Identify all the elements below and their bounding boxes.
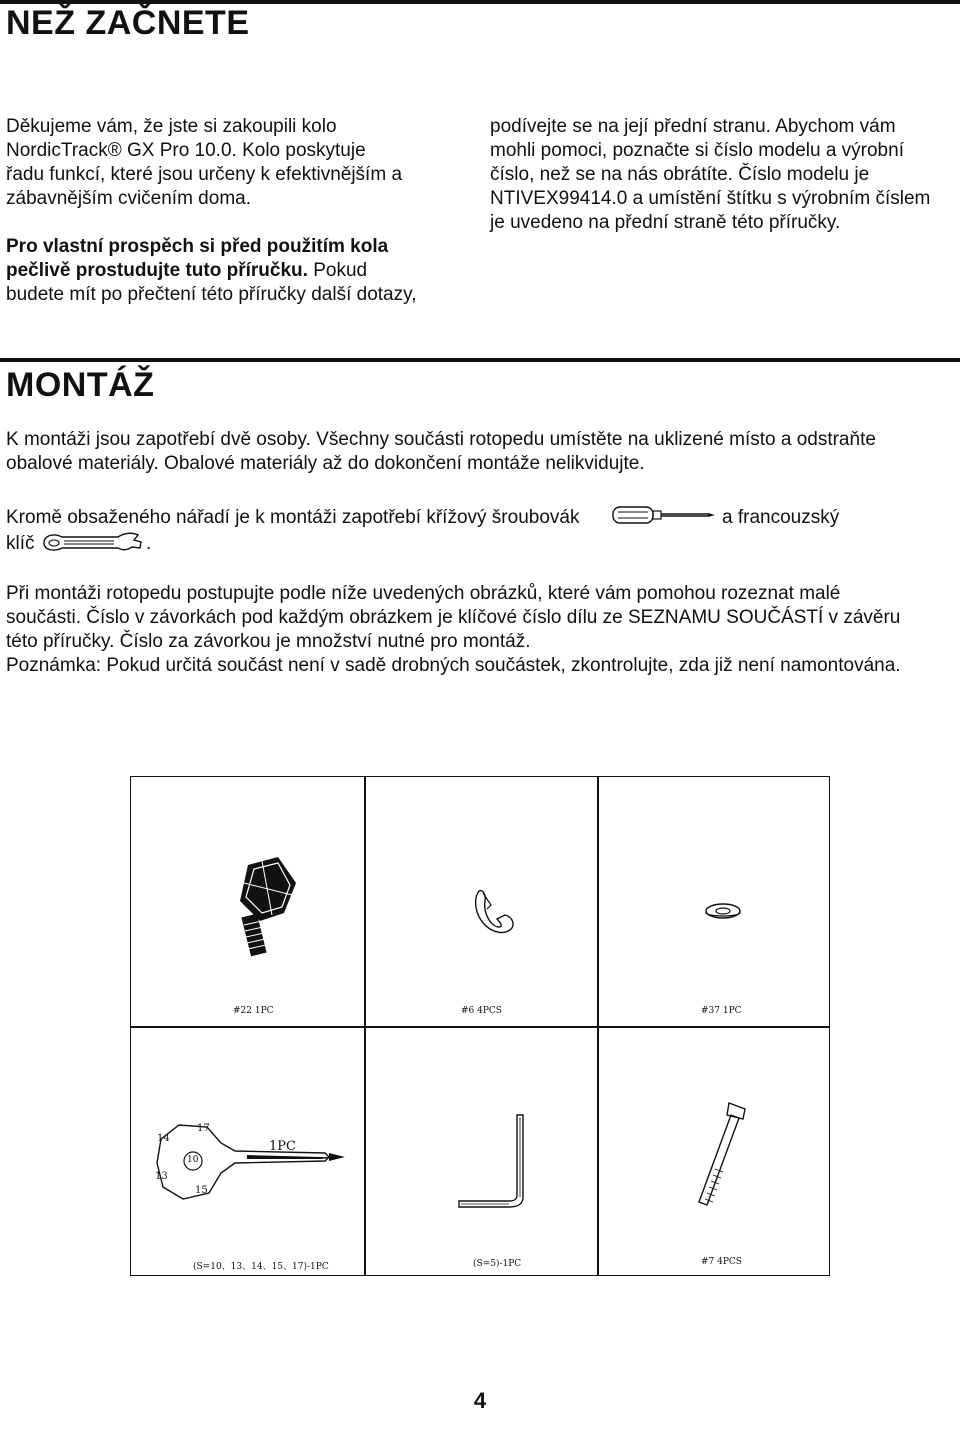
parts-grid [130,776,830,1276]
tool-size-label: 14 [157,1133,170,1144]
section-title-assembly: MONTÁŽ [6,366,155,404]
intro-bold-line: Pro vlastní prospěch si před použitím kola [6,236,389,257]
intro-line: je uvedeno na přední straně této příručky. [490,212,841,233]
intro-line: zábavnějším cvičením doma. [6,188,251,209]
assembly-line: Kromě obsaženého nářadí je k montáži zapotřebí křížový šroubovák [6,507,580,528]
page-number: 4 [473,1388,487,1413]
assembly-line: a francouzský [722,507,840,528]
intro-line: řadu funkcí, které jsou určeny k efektivnějším a [6,164,403,185]
part-37-icon [703,901,743,921]
intro-line: Děkujeme vám, že jste si zakoupili kolo [6,116,337,137]
part-caption: (S=5)-1PC [473,1259,522,1269]
bolt-icon [689,1101,749,1219]
part-caption: #37 1PC [701,1006,742,1016]
assembly-line: obalové materiály. Obalové materiály až do dokončení montáže nelikvidujte. [6,453,645,474]
assembly-line: Při montáži rotopedu postupujte podle níže uvedených obrázků, které vám pomohou rozeznat malé [6,583,841,604]
section-rule [0,358,960,362]
part-caption: #6 4PCS [461,1006,502,1016]
tool-qty-label: 1PC [269,1139,296,1154]
multi-tool-icon [149,1117,349,1207]
assembly-line: součásti. Číslo v závorkách pod každým obrázkem je klíčové číslo dílu ze SEZNAMU SOUČÁSTÍ v závěru [6,607,901,628]
hex-key-icon [449,1111,529,1211]
assembly-line: . [146,533,152,554]
part-caption: #7 4PCS [701,1257,742,1267]
part-caption: #22 1PC [233,1006,274,1016]
intro-line: NTIVEX99414.0 a umístění štítku s výrobním číslem [490,188,931,209]
part-22-icon [226,855,306,965]
assembly-line: Poznámka: Pokud určitá součást není v sadě drobných součástek, zkontrolujte, zda již není namontována. [6,655,901,676]
tool-size-label: 13 [155,1171,168,1182]
intro-bold-text: pečlivě prostudujte tuto příručku. [6,260,308,281]
tool-size-label: 17 [197,1123,210,1134]
tool-size-label: 15 [195,1185,208,1196]
wrench-icon [40,530,144,556]
assembly-line: klíč [6,533,35,554]
section-title-before: NEŽ ZAČNETE [6,4,250,42]
intro-line: mohli pomoci, poznačte si číslo modelu a výrobní [490,140,904,161]
intro-mixed-line [6,259,367,283]
part-caption: (S=10、13、14、15、17)-1PC [193,1262,329,1272]
grid-divider [131,1026,829,1028]
screwdriver-icon [612,504,716,526]
intro-line: budete mít po přečtení této příručky další dotazy, [6,284,417,305]
intro-line: číslo, než se na nás obrátíte. Číslo modelu je [490,164,870,185]
part-6-icon [471,885,517,939]
intro-line: NordicTrack® GX Pro 10.0. Kolo poskytuje [6,140,366,161]
intro-line: podívejte se na její přední stranu. Abychom vám [490,116,896,137]
assembly-line: této příručky. Číslo za závorkou je množství nutné pro montáž. [6,631,531,652]
intro-tail-text: Pokud [307,260,368,281]
assembly-line: K montáži jsou zapotřebí dvě osoby. Všechny součásti rotopedu umístěte na uklizené místo a odstraňte [6,429,876,450]
tool-size-label: 10 [187,1155,199,1165]
